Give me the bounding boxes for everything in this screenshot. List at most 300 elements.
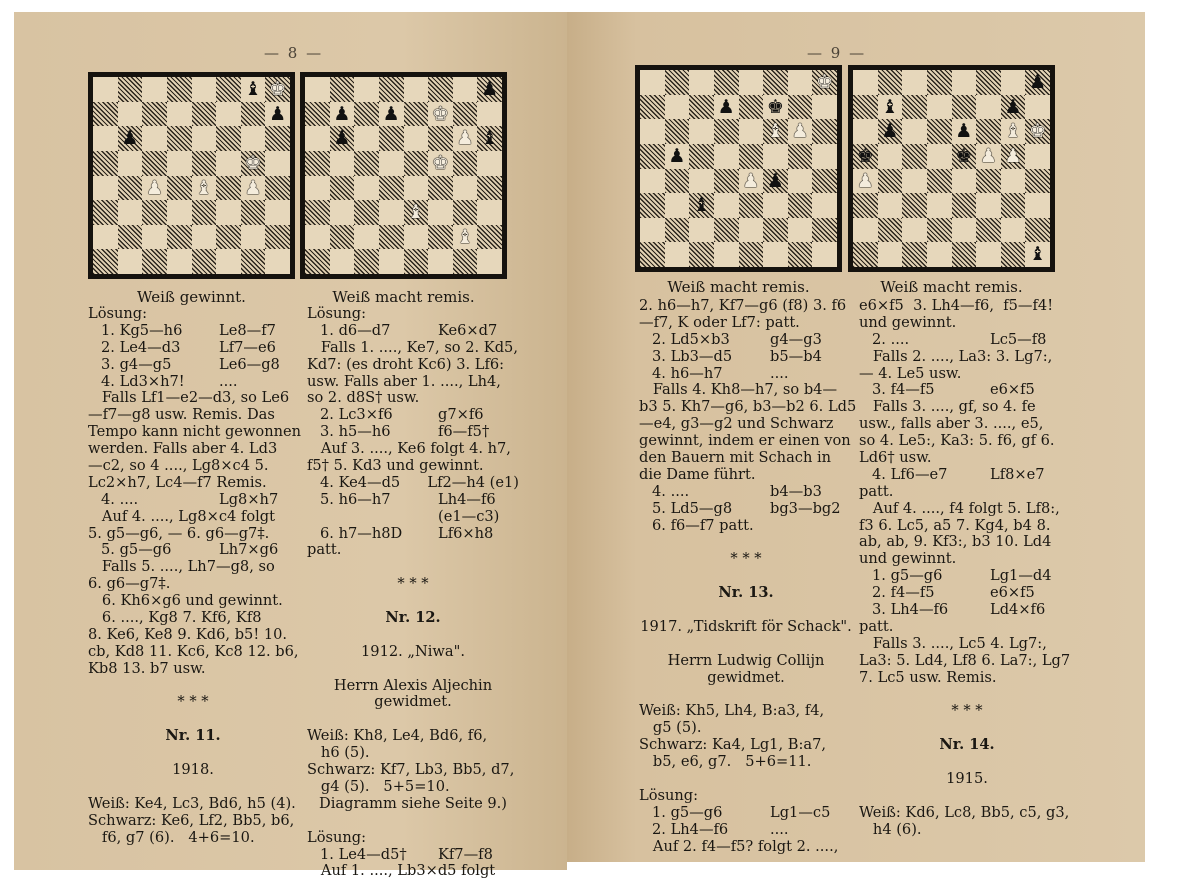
board-square xyxy=(216,151,241,176)
black-move: Le8—f7 xyxy=(219,321,276,339)
board-square xyxy=(739,242,764,267)
text-line xyxy=(307,593,519,610)
board-square xyxy=(305,249,330,274)
board-square xyxy=(763,70,788,95)
black-move: Lf7—e6 xyxy=(219,338,276,356)
text-line xyxy=(859,788,1075,805)
board-square xyxy=(689,119,714,144)
board-square xyxy=(878,218,903,243)
board-square xyxy=(902,242,927,267)
text-line: Falls 4. Kh8—h7, so b4— xyxy=(639,381,838,399)
board-square xyxy=(404,249,429,274)
board-square xyxy=(853,242,878,267)
board-square xyxy=(167,151,192,176)
black-move: Lg1—d4 xyxy=(990,567,1052,585)
board-square xyxy=(952,144,977,169)
text-line: h4 (6). xyxy=(859,820,922,838)
text-line: usw., falls aber 3. ...., e5, xyxy=(859,415,1044,433)
board-square xyxy=(305,225,330,250)
text-line: Lösung: xyxy=(307,828,367,846)
black-king-icon: ♚ xyxy=(955,144,973,167)
text-line: b3 5. Kh7—g6, b3—b2 6. Ld5 xyxy=(639,398,857,416)
text-line: b5, e6, g7. 5+6=11. xyxy=(639,753,812,771)
board-square xyxy=(1001,95,1026,120)
black-move: (e1—c3) xyxy=(438,507,500,525)
board-square xyxy=(428,126,453,151)
board-square xyxy=(453,176,478,201)
board-square xyxy=(902,169,927,194)
board-square xyxy=(788,144,813,169)
board-square xyxy=(354,200,379,225)
white-king-icon: ♚ xyxy=(431,102,449,125)
board-square xyxy=(739,95,764,120)
text-line: Auf 3. ...., Ke6 folgt 4. h7, xyxy=(307,440,511,458)
board-square xyxy=(241,176,266,201)
text-line: g5 (5). xyxy=(639,719,702,737)
black-move: bg3—bg2 xyxy=(770,499,841,517)
white-move: 2. Ld5×b3 xyxy=(652,330,730,348)
text-line: e6×f5 3. Lh4—f6, f5—f4! xyxy=(859,297,1054,314)
white-move: 3. f4—f5 xyxy=(872,381,935,399)
text-line xyxy=(639,534,853,551)
text-line: 2. h6—h7, Kf7—g6 (f8) 3. f6 xyxy=(639,297,847,314)
board-square xyxy=(330,77,355,102)
text-line: Kd7: (es droht Kc6) 3. Lf6: xyxy=(307,355,505,373)
move-line xyxy=(639,366,853,383)
board-square xyxy=(118,151,143,176)
text-line: patt. xyxy=(307,541,342,559)
board-square xyxy=(689,242,714,267)
board-square xyxy=(216,102,241,127)
board-square xyxy=(902,193,927,218)
text-line xyxy=(88,745,298,762)
move-line xyxy=(88,323,298,340)
black-pawn-icon: ♟ xyxy=(333,102,351,125)
board-square xyxy=(118,102,143,127)
board-square xyxy=(1001,169,1026,194)
white-move xyxy=(307,509,438,526)
text-line: Weiß: Kh8, Le4, Bd6, f6, xyxy=(307,727,488,745)
text-line xyxy=(859,686,1075,703)
move-line xyxy=(88,357,298,374)
text-column xyxy=(859,298,1075,839)
black-pawn-icon: ♟ xyxy=(955,120,973,143)
text-line xyxy=(859,720,1075,737)
board-square xyxy=(305,151,330,176)
text-line xyxy=(859,754,1075,771)
text-line: 6. g6—g7‡. xyxy=(88,575,171,593)
white-move: 6. h7—h8D xyxy=(320,524,403,542)
move-line xyxy=(639,349,853,366)
board-square xyxy=(404,126,429,151)
black-king-icon: ♚ xyxy=(856,144,874,167)
text-line: Auf 4. ...., f4 folgt 5. Lf8:, xyxy=(859,499,1060,517)
black-move: .... xyxy=(219,372,238,390)
board-square xyxy=(118,77,143,102)
text-line xyxy=(639,771,853,788)
board-square xyxy=(714,169,739,194)
board-square xyxy=(812,70,837,95)
board-square xyxy=(640,169,665,194)
move-line xyxy=(307,323,519,340)
board-square xyxy=(241,151,266,176)
board-square xyxy=(477,77,502,102)
chess-diagram xyxy=(635,65,842,272)
board-square xyxy=(952,119,977,144)
move-line xyxy=(639,518,853,535)
board-square xyxy=(640,95,665,120)
text-line xyxy=(307,661,519,678)
text-line: Tempo kann nicht gewonnen xyxy=(88,423,302,441)
black-pawn-icon: ♟ xyxy=(881,120,899,143)
move-line xyxy=(88,542,298,559)
black-move: Lh7×g6 xyxy=(219,541,279,559)
board-square xyxy=(453,77,478,102)
board-square xyxy=(428,249,453,274)
white-pawn-icon: ♟ xyxy=(146,176,164,199)
board-grid xyxy=(640,70,837,267)
board-square xyxy=(689,144,714,169)
board-square xyxy=(453,249,478,274)
board-square xyxy=(763,95,788,120)
board-square xyxy=(142,249,167,274)
board-square xyxy=(93,151,118,176)
board-square xyxy=(192,176,217,201)
board-square xyxy=(640,242,665,267)
board-square xyxy=(788,119,813,144)
centered-line: 1912. „Niwa". xyxy=(361,642,465,660)
board-square xyxy=(1001,242,1026,267)
board-square xyxy=(118,249,143,274)
board-square xyxy=(763,242,788,267)
board-square xyxy=(118,200,143,225)
board-square xyxy=(976,193,1001,218)
board-square xyxy=(927,119,952,144)
board-square xyxy=(1025,70,1050,95)
board-square xyxy=(265,176,290,201)
white-move: 4. h6—h7 xyxy=(652,364,723,382)
board-square xyxy=(305,77,330,102)
black-move: Ld4×f6 xyxy=(990,601,1046,619)
board-square xyxy=(354,102,379,127)
board-square xyxy=(428,225,453,250)
board-square xyxy=(354,126,379,151)
board-square xyxy=(878,242,903,267)
text-line: Weiß: Kh5, Lh4, B:a3, f4, xyxy=(639,702,825,720)
board-square xyxy=(927,193,952,218)
board-square xyxy=(453,126,478,151)
black-pawn-icon: ♟ xyxy=(1004,95,1022,118)
board-square xyxy=(853,95,878,120)
black-move: b4—b3 xyxy=(770,482,822,500)
board-square xyxy=(853,193,878,218)
board-square xyxy=(788,193,813,218)
board-square xyxy=(167,77,192,102)
text-line: g4 (5). 5+5=10. xyxy=(307,777,450,795)
black-move: .... xyxy=(770,364,789,382)
white-pawn-icon: ♟ xyxy=(856,169,874,192)
board-square xyxy=(404,225,429,250)
white-move: 1. Le4—d5† xyxy=(320,845,407,863)
board-square xyxy=(118,225,143,250)
move-line xyxy=(88,492,298,509)
board-square xyxy=(788,169,813,194)
board-square xyxy=(763,144,788,169)
text-line: f5† 5. Kd3 und gewinnt. xyxy=(307,457,484,475)
board-square xyxy=(714,144,739,169)
board-grid xyxy=(93,77,290,274)
black-move: e6×f5 xyxy=(990,584,1035,602)
black-move: Lh4—f6 xyxy=(438,490,496,508)
board-square xyxy=(167,102,192,127)
white-bishop-icon: ♝ xyxy=(456,225,474,248)
board-square xyxy=(241,102,266,127)
board-square xyxy=(192,102,217,127)
board-square xyxy=(640,218,665,243)
board-square xyxy=(330,200,355,225)
board-square xyxy=(714,218,739,243)
text-line: —c2, so 4 ...., Lg8×c4 5. xyxy=(88,457,269,475)
board-square xyxy=(167,176,192,201)
text-line: Lösung: xyxy=(307,305,367,322)
white-move: 4. Ld3×h7! xyxy=(101,372,185,390)
white-move: 4. .... xyxy=(101,490,139,508)
board-square xyxy=(404,151,429,176)
board-square xyxy=(404,176,429,201)
board-square xyxy=(167,200,192,225)
board-square xyxy=(1025,144,1050,169)
white-pawn-icon: ♟ xyxy=(456,127,474,150)
board-square xyxy=(428,102,453,127)
board-square xyxy=(265,200,290,225)
black-bishop-icon: ♝ xyxy=(1029,243,1047,266)
board-square xyxy=(1001,218,1026,243)
board-square xyxy=(118,176,143,201)
board-square xyxy=(853,144,878,169)
text-line: Auf 4. ...., Lg8×c4 folgt xyxy=(88,507,275,525)
board-square xyxy=(1001,119,1026,144)
text-column xyxy=(88,305,302,847)
left-page xyxy=(14,12,567,880)
board-square xyxy=(640,193,665,218)
board-square xyxy=(763,169,788,194)
black-move: Le6—g8 xyxy=(219,355,280,373)
board-square xyxy=(976,218,1001,243)
board-square xyxy=(379,176,404,201)
text-line: und gewinnt. xyxy=(859,550,957,568)
board-square xyxy=(952,70,977,95)
board-square xyxy=(216,176,241,201)
board-square xyxy=(902,144,927,169)
text-line: Falls 1. ...., Ke7, so 2. Kd5, xyxy=(307,338,518,356)
text-line: so 4. Le5:, Ka3: 5. f6, gf 6. xyxy=(859,432,1055,450)
board-square xyxy=(788,95,813,120)
black-move: Kf7—f8 xyxy=(438,845,493,863)
board-square xyxy=(354,225,379,250)
board-square xyxy=(192,77,217,102)
text-line xyxy=(639,686,853,703)
board-square xyxy=(689,169,714,194)
board-square xyxy=(927,70,952,95)
text-line: patt. xyxy=(859,482,894,500)
white-move: 2. Lc3×f6 xyxy=(320,406,393,424)
move-line xyxy=(859,585,1075,602)
white-move: 4. .... xyxy=(652,482,690,500)
black-move: g7×f6 xyxy=(438,406,484,424)
board-square xyxy=(665,70,690,95)
text-line xyxy=(88,779,298,796)
board-square xyxy=(1025,95,1050,120)
text-column xyxy=(307,306,519,880)
text-line xyxy=(639,568,853,585)
black-move: Lf2—h4 (e1) xyxy=(427,473,519,491)
board-square xyxy=(477,176,502,201)
black-bishop-icon: ♝ xyxy=(693,194,711,217)
centered-line: Herrn Ludwig Collijn xyxy=(667,651,825,669)
text-line: —f7, K oder Lf7: patt. xyxy=(639,313,800,331)
white-pawn-icon: ♟ xyxy=(791,120,809,143)
board-square xyxy=(812,119,837,144)
board-square xyxy=(689,95,714,120)
text-line: den Bauern mit Schach in xyxy=(639,449,832,467)
text-line: und gewinnt. xyxy=(859,313,957,331)
black-move: .... xyxy=(770,820,789,838)
board-square xyxy=(192,126,217,151)
board-square xyxy=(976,242,1001,267)
black-move: e6×f5 xyxy=(990,381,1035,399)
diagram-caption: Weiß macht remis. xyxy=(667,278,810,296)
board-square xyxy=(927,242,952,267)
board-square xyxy=(265,77,290,102)
text-line: die Dame führt. xyxy=(639,465,756,483)
board-square xyxy=(241,77,266,102)
black-pawn-icon: ♟ xyxy=(333,127,351,150)
move-line xyxy=(307,407,519,424)
board-square xyxy=(853,119,878,144)
white-move: 1. d6—d7 xyxy=(320,321,391,339)
board-square xyxy=(330,225,355,250)
board-square xyxy=(1001,70,1026,95)
white-move: 3. g4—g5 xyxy=(101,355,172,373)
text-line xyxy=(639,636,853,653)
board-square xyxy=(379,200,404,225)
white-bishop-icon: ♝ xyxy=(407,201,425,224)
black-bishop-icon: ♝ xyxy=(244,78,262,100)
white-pawn-icon: ♟ xyxy=(742,169,760,192)
board-square xyxy=(354,151,379,176)
board-square xyxy=(118,126,143,151)
white-king-icon: ♚ xyxy=(816,71,834,93)
white-move: 1. Kg5—h6 xyxy=(101,321,183,339)
page-number: — 9 — xyxy=(807,44,867,62)
board-square xyxy=(241,200,266,225)
text-line: La3: 5. Ld4, Lf8 6. La7:, Lg7 xyxy=(859,651,1071,669)
board-square xyxy=(812,169,837,194)
move-line xyxy=(307,424,519,441)
text-line: gewinnt, indem er einen von xyxy=(639,432,851,450)
board-square xyxy=(714,95,739,120)
text-line: Weiß: Ke4, Lc3, Bd6, h5 (4). xyxy=(88,794,296,812)
white-move: 2. .... xyxy=(872,330,910,348)
board-square xyxy=(354,77,379,102)
board-square xyxy=(1025,169,1050,194)
centered-line: Diagramm siehe Seite 9.) xyxy=(319,794,507,812)
white-pawn-icon: ♟ xyxy=(979,144,997,167)
text-line xyxy=(307,711,519,728)
board-square xyxy=(902,95,927,120)
board-square xyxy=(142,176,167,201)
black-move: g4—g3 xyxy=(770,330,822,348)
white-move: 1. g5—g6 xyxy=(652,803,723,821)
move-line xyxy=(307,847,519,864)
board-square xyxy=(902,218,927,243)
black-move: Ke6×d7 xyxy=(438,321,498,339)
white-move: 3. Lh4—f6 xyxy=(872,601,949,619)
black-move: b5—b4 xyxy=(770,347,822,365)
board-square xyxy=(739,144,764,169)
board-square xyxy=(93,200,118,225)
text-line: 5. g5—g6, — 6. g6—g7‡. xyxy=(88,524,270,542)
board-square xyxy=(265,126,290,151)
board-square xyxy=(640,119,665,144)
board-square xyxy=(927,95,952,120)
board-square xyxy=(379,151,404,176)
board-square xyxy=(241,249,266,274)
white-king-icon: ♚ xyxy=(269,78,287,100)
text-line: werden. Falls aber 4. Ld3 xyxy=(88,440,278,458)
text-line: Auf 2. f4—f5? folgt 2. ...., xyxy=(639,837,839,855)
white-move: 5. h6—h7 xyxy=(320,490,391,508)
board-square xyxy=(477,225,502,250)
move-line xyxy=(859,568,1075,585)
board-square xyxy=(812,144,837,169)
board-square xyxy=(404,77,429,102)
board-square xyxy=(167,249,192,274)
centered-line: * * * xyxy=(177,693,209,711)
text-line: Falls Lf1—e2—d3, so Le6 xyxy=(88,389,290,407)
board-square xyxy=(477,151,502,176)
board-square xyxy=(428,77,453,102)
white-pawn-icon: ♟ xyxy=(244,176,262,199)
text-line: Falls 2. ...., La3: 3. Lg7:, xyxy=(859,347,1053,365)
move-line xyxy=(307,526,519,543)
text-line: —e4, g3—g2 und Schwarz xyxy=(639,415,834,433)
board-square xyxy=(428,200,453,225)
board-square xyxy=(305,102,330,127)
centered-line: * * * xyxy=(397,575,429,593)
board-square xyxy=(788,242,813,267)
diagram-caption: Weiß gewinnt. xyxy=(137,288,246,306)
board-square xyxy=(952,193,977,218)
board-square xyxy=(665,242,690,267)
board-square xyxy=(739,193,764,218)
board-square xyxy=(689,218,714,243)
white-move: 4. Lf6—e7 xyxy=(872,465,948,483)
centered-line: 1915. xyxy=(946,769,988,787)
board-square xyxy=(265,102,290,127)
board-square xyxy=(93,249,118,274)
centered-line: * * * xyxy=(951,702,983,720)
board-square xyxy=(878,119,903,144)
text-line xyxy=(307,627,519,644)
white-move: 5. Ld5—g8 xyxy=(652,499,733,517)
board-square xyxy=(952,169,977,194)
board-square xyxy=(812,95,837,120)
white-move: 1. g5—g6 xyxy=(872,567,943,585)
white-move: 3. h5—h6 xyxy=(320,423,391,441)
chess-diagram xyxy=(300,72,507,279)
board-square xyxy=(812,242,837,267)
